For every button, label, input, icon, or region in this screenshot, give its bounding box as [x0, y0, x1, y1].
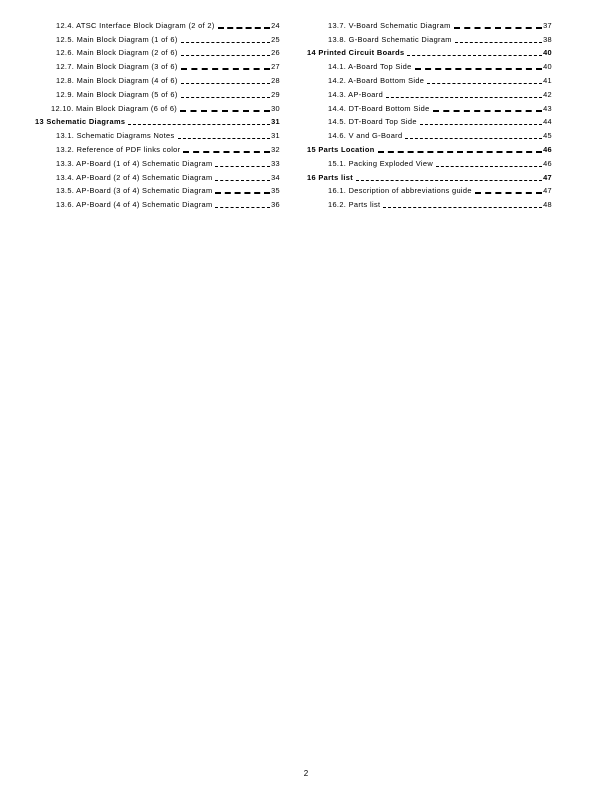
toc-leader-dots — [454, 27, 542, 29]
toc-entry-title: 16.2. Parts list — [328, 200, 381, 210]
toc-entry-title: 16 Parts list — [307, 172, 354, 182]
toc-entry-page: 46 — [543, 144, 552, 154]
toc-leader-dots — [215, 166, 270, 167]
toc-entry-page: 38 — [543, 34, 552, 44]
toc-right-column — [302, 17, 552, 210]
toc-leader-dots — [181, 42, 270, 43]
toc-leader-dots — [180, 110, 270, 112]
toc-entry-title: 13.6. AP-Board (4 of 4) Schematic Diagram — [56, 200, 213, 210]
toc-entry[interactable] — [302, 100, 552, 114]
toc-entry-page: 24 — [271, 20, 280, 30]
toc-entry[interactable] — [302, 31, 552, 45]
toc-entry-title: 13.7. V-Board Schematic Diagram — [328, 20, 451, 30]
toc-leader-dots — [386, 97, 542, 98]
toc-entry-title: 13.1. Schematic Diagrams Notes — [56, 131, 175, 141]
toc-entry-title: 12.4. ATSC Interface Block Diagram (2 of 2) — [56, 20, 215, 30]
toc-entry-title: 13.2. Reference of PDF links color — [56, 144, 181, 154]
toc-entry-title: 14.4. DT-Board Bottom Side — [328, 103, 430, 113]
toc-entry-page: 33 — [271, 158, 280, 168]
toc-entry[interactable] — [302, 58, 552, 72]
toc-entry-page: 42 — [543, 89, 552, 99]
page-number: 2 — [303, 769, 309, 778]
toc-entry-page: 25 — [271, 34, 280, 44]
toc-entry-title: 15.1. Packing Exploded View — [328, 158, 434, 168]
toc-entry-page: 29 — [271, 89, 280, 99]
toc-entry-page: 46 — [543, 158, 552, 168]
toc-leader-dots — [427, 83, 542, 84]
toc-leader-dots — [378, 151, 542, 153]
toc-entry[interactable] — [30, 72, 280, 86]
toc-entry[interactable] — [302, 72, 552, 86]
toc-entry-title: 13.8. G-Board Schematic Diagram — [328, 34, 452, 44]
toc-leader-dots — [183, 151, 270, 153]
toc-entry-title: 15 Parts Location — [307, 144, 375, 154]
toc-entry-title: 12.8. Main Block Diagram (4 of 6) — [56, 75, 178, 85]
toc-entry-page: 27 — [271, 62, 280, 72]
toc-entry-title: 12.5. Main Block Diagram (1 of 6) — [56, 34, 178, 44]
toc-entry[interactable] — [302, 155, 552, 169]
toc-entry[interactable] — [302, 183, 552, 197]
toc-leader-dots — [181, 55, 270, 56]
toc-entry-page: 30 — [271, 103, 280, 113]
toc-entry[interactable] — [30, 100, 280, 114]
toc-entry-page: 31 — [271, 117, 280, 127]
toc-leader-dots — [433, 110, 542, 112]
toc-entry-page: 45 — [543, 131, 552, 141]
toc-entry-title: 13 Schematic Diagrams — [35, 117, 126, 127]
toc-entry-page: 47 — [543, 172, 552, 182]
toc-entry[interactable] — [30, 141, 280, 155]
toc-entry[interactable] — [302, 127, 552, 141]
toc-entry-page: 37 — [543, 20, 552, 30]
toc-entry[interactable] — [30, 45, 280, 59]
toc-entry[interactable] — [30, 196, 280, 210]
toc-leader-dots — [181, 97, 270, 98]
toc-entry[interactable] — [30, 169, 280, 183]
toc-leader-dots — [356, 180, 542, 181]
toc-leader-dots — [420, 124, 542, 125]
toc-entry-title: 14.6. V and G-Board — [328, 131, 403, 141]
toc-entry-page: 40 — [543, 48, 552, 58]
toc-leader-dots — [181, 83, 270, 84]
toc-entry-title: 12.10. Main Block Diagram (6 of 6) — [51, 103, 178, 113]
toc-leader-dots — [407, 55, 542, 56]
toc-entry[interactable] — [30, 31, 280, 45]
toc-section-entry[interactable] — [302, 141, 552, 155]
toc-entry-title: 14.2. A-Board Bottom Side — [328, 75, 425, 85]
toc-leader-dots — [436, 166, 542, 167]
toc-entry-title: 16.1. Description of abbreviations guide — [328, 186, 472, 196]
toc-entry-title: 14.3. AP-Board — [328, 89, 384, 99]
toc-entry-page: 26 — [271, 48, 280, 58]
toc-entry-title: 12.6. Main Block Diagram (2 of 6) — [56, 48, 178, 58]
toc-entry[interactable] — [302, 17, 552, 31]
toc-leader-dots — [178, 138, 270, 139]
toc-entry-page: 35 — [271, 186, 280, 196]
toc-leader-dots — [215, 180, 270, 181]
toc-leader-dots — [218, 27, 270, 29]
toc-section-entry[interactable] — [302, 169, 552, 183]
toc-entry-page: 28 — [271, 75, 280, 85]
toc-leader-dots — [181, 68, 270, 70]
toc-entry[interactable] — [302, 86, 552, 100]
toc-entry[interactable] — [302, 196, 552, 210]
toc-entry[interactable] — [30, 86, 280, 100]
toc-entry-page: 32 — [271, 144, 280, 154]
toc-entry-page: 48 — [543, 200, 552, 210]
toc-entry[interactable] — [302, 114, 552, 128]
toc-entry-page: 41 — [543, 75, 552, 85]
toc-entry-page: 43 — [543, 103, 552, 113]
toc-entry[interactable] — [30, 17, 280, 31]
toc-entry[interactable] — [30, 127, 280, 141]
toc-entry-page: 31 — [271, 131, 280, 141]
toc-leader-dots — [415, 68, 542, 70]
toc-entry-title: 14 Printed Circuit Boards — [307, 48, 405, 58]
toc-section-entry[interactable] — [302, 45, 552, 59]
toc-entry-title: 12.7. Main Block Diagram (3 of 6) — [56, 62, 178, 72]
toc-entry-page: 47 — [543, 186, 552, 196]
toc-entry[interactable] — [30, 183, 280, 197]
toc-leader-dots — [215, 207, 270, 208]
toc-leader-dots — [475, 192, 542, 194]
toc-leader-dots — [455, 42, 542, 43]
toc-leader-dots — [128, 124, 270, 125]
toc-entry-title: 12.9. Main Block Diagram (5 of 6) — [56, 89, 178, 99]
toc-entry-title: 13.4. AP-Board (2 of 4) Schematic Diagram — [56, 172, 213, 182]
toc-leader-dots — [405, 138, 542, 139]
toc-entry-title: 14.5. DT-Board Top Side — [328, 117, 417, 127]
toc-leader-dots — [215, 192, 270, 194]
toc-entry-page: 34 — [271, 172, 280, 182]
toc-entry-page: 36 — [271, 200, 280, 210]
toc-entry-title: 14.1. A-Board Top Side — [328, 62, 412, 72]
toc-leader-dots — [383, 207, 542, 208]
toc-entry[interactable] — [30, 58, 280, 72]
toc-entry[interactable] — [30, 155, 280, 169]
toc-section-entry[interactable] — [30, 114, 280, 128]
toc-left-column — [30, 17, 280, 210]
toc-entry-title: 13.5. AP-Board (3 of 4) Schematic Diagram — [56, 186, 213, 196]
toc-entry-page: 44 — [543, 117, 552, 127]
toc-entry-page: 40 — [543, 62, 552, 72]
toc-entry-title: 13.3. AP-Board (1 of 4) Schematic Diagram — [56, 158, 213, 168]
